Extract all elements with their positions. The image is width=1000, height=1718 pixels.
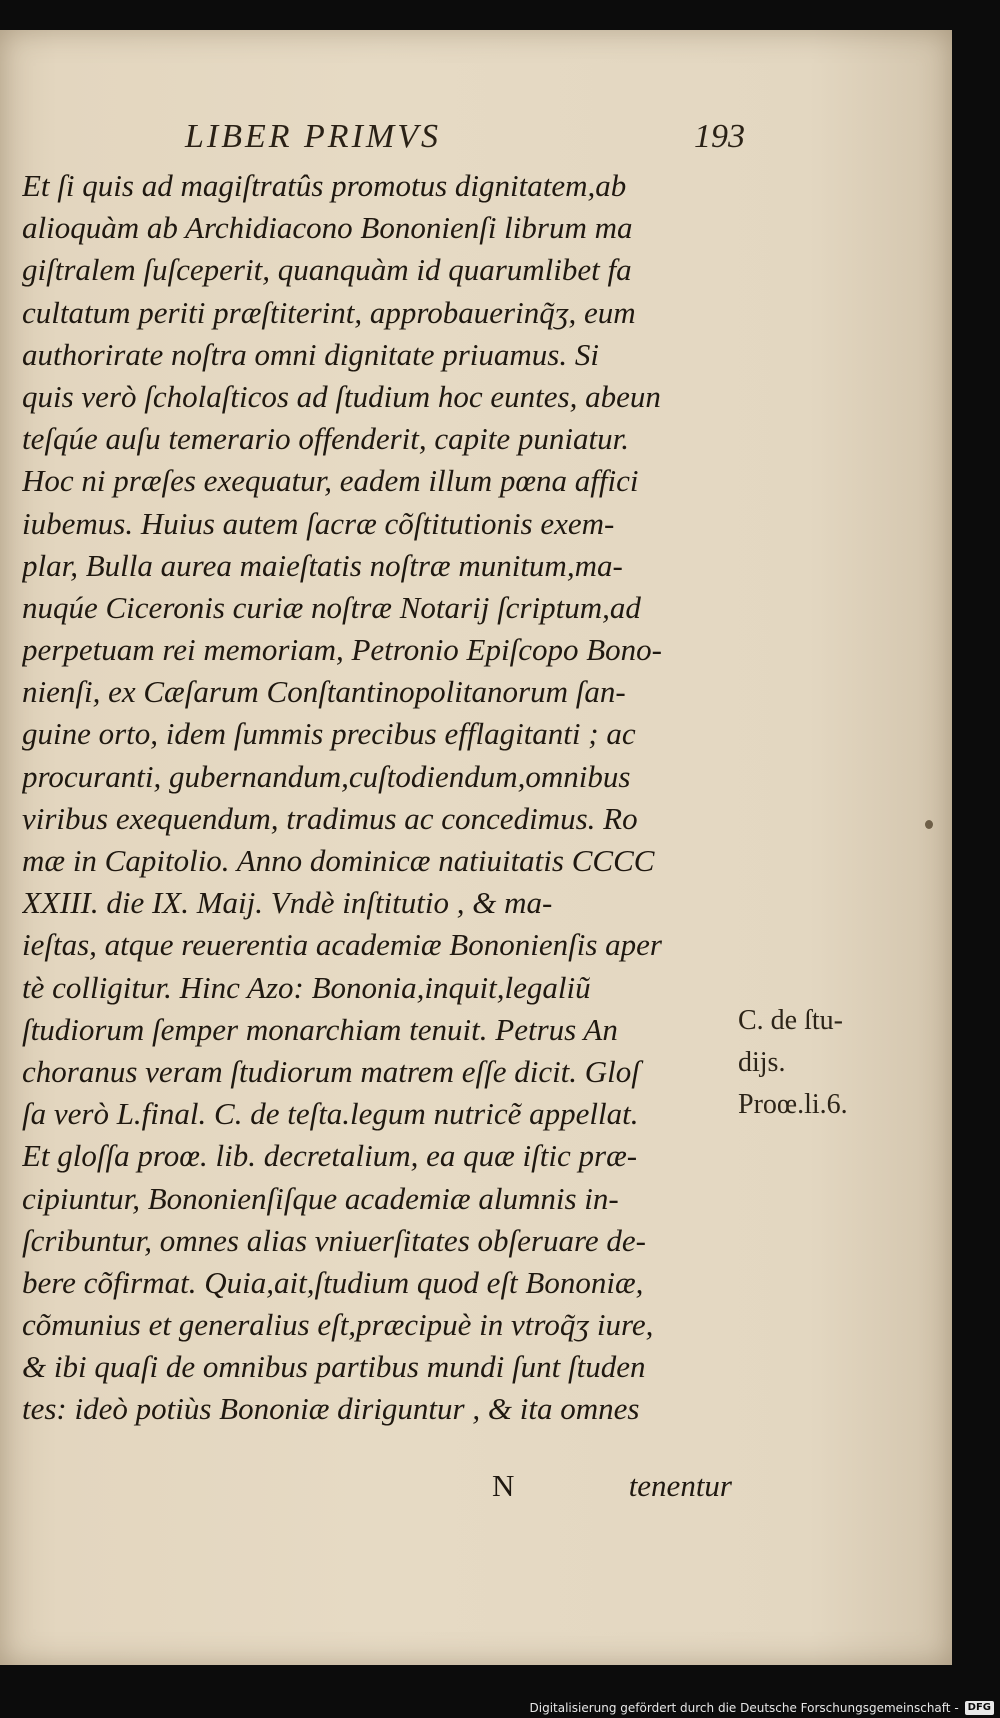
text-line: viribus exequendum, tradimus ac concedimus. Ro [22, 800, 638, 836]
digitization-credit [530, 1700, 995, 1716]
text-line: choranus veram ſtudiorum matrem eſſe dicit. Gloſ [22, 1053, 640, 1089]
page-footer-line [22, 1468, 732, 1510]
running-head: LIBER PRIMVS [185, 118, 441, 155]
text-line: tè colligitur. Hinc Azo: Bononia,inquit,legaliũ [22, 969, 591, 1005]
dfg-logo-icon: DFG [965, 1701, 994, 1715]
text-line: guine orto, idem ſummis precibus efflagitanti ; ac [22, 716, 636, 752]
text-line: nienſi, ex Cæſarum Conſtantinopolitanorum ſan- [22, 674, 626, 710]
signature-mark: N [492, 1468, 515, 1503]
text-line: cõmunius et generalius eſt,præcipuè in vtroq̃ʒ iure, [22, 1307, 654, 1343]
text-line: plar, Bulla aurea maieſtatis noſtræ munitum,ma- [22, 547, 623, 583]
text-line: Et gloſſa proœ. lib. decretalium, ea quæ iſtic præ- [22, 1138, 638, 1174]
margin-note: dijs. [738, 1047, 786, 1079]
text-line: & ibi quaſi de omnibus partibus mundi ſunt ſtuden [22, 1349, 646, 1385]
text-line: Et ſi quis ad magiſtratûs promotus dignitatem,ab [22, 168, 627, 203]
margin-note: Proœ.li.6. [738, 1089, 848, 1121]
text-line: quis verò ſcholaſticos ad ſtudium hoc euntes, abeun [22, 378, 661, 414]
text-line: perpetuam rei memoriam, Petronio Epiſcopo Bono- [22, 632, 662, 668]
text-line: procuranti, gubernandum,cuſtodiendum,omnibus [22, 758, 631, 794]
text-line: giſtralem ſuſceperit, quanquàm id quarumlibet fa [22, 252, 632, 288]
text-line: teſqúe auſu temerario offenderit, capite puniatur. [22, 421, 629, 457]
page-number: 193 [694, 118, 745, 155]
main-text-block [22, 165, 732, 1431]
page-header [185, 118, 745, 156]
ink-spot [925, 820, 933, 829]
text-line: XXIII. die IX. Maij. Vndè inſtitutio , & ma- [22, 885, 553, 921]
text-line: tes: ideò potiùs Bononiæ diriguntur , & ita omnes [22, 1391, 640, 1427]
text-line: alioquàm ab Archidiacono Bononienſi librum ma [22, 210, 633, 246]
text-line: ſtudiorum ſemper monarchiam tenuit. Petrus An [22, 1011, 618, 1047]
text-line: ieſtas, atque reuerentia academiæ Bononienſis aper [22, 927, 662, 963]
text-line: Hoc ni præſes exequatur, eadem illum pœna affici [22, 463, 639, 499]
text-line: ſa verò L.final. C. de teſta.legum nutricẽ appellat. [22, 1096, 639, 1132]
text-line: mæ in Capitolio. Anno dominicæ natiuitatis CCCC [22, 843, 655, 878]
margin-note: C. de ſtu- [738, 1005, 843, 1036]
text-line: bere cõfirmat. Quia,ait,ſtudium quod eſt Bononiæ, [22, 1264, 644, 1300]
text-line: cipiuntur, Bononienſiſque academiæ alumnis in- [22, 1180, 619, 1216]
text-line: cultatum periti præſtiterint, approbauerinq̃ʒ, eum [22, 294, 636, 330]
text-line: authorirate noſtra omni dignitate priuamus. Si [22, 336, 599, 372]
text-line: iubemus. Huius autem ſacræ cõſtitutionis exem- [22, 505, 615, 541]
catchword: tenentur [628, 1468, 732, 1503]
margin-notes [738, 1000, 908, 1127]
text-line: ſcribuntur, omnes alias vniuerſitates obſeruare de- [22, 1222, 646, 1258]
text-line: nuqúe Ciceronis curiæ noſtræ Notarij ſcriptum,ad [22, 589, 641, 625]
credit-text: Digitalisierung gefördert durch die Deutsche Forschungsgemeinschaft - [529, 1701, 959, 1715]
